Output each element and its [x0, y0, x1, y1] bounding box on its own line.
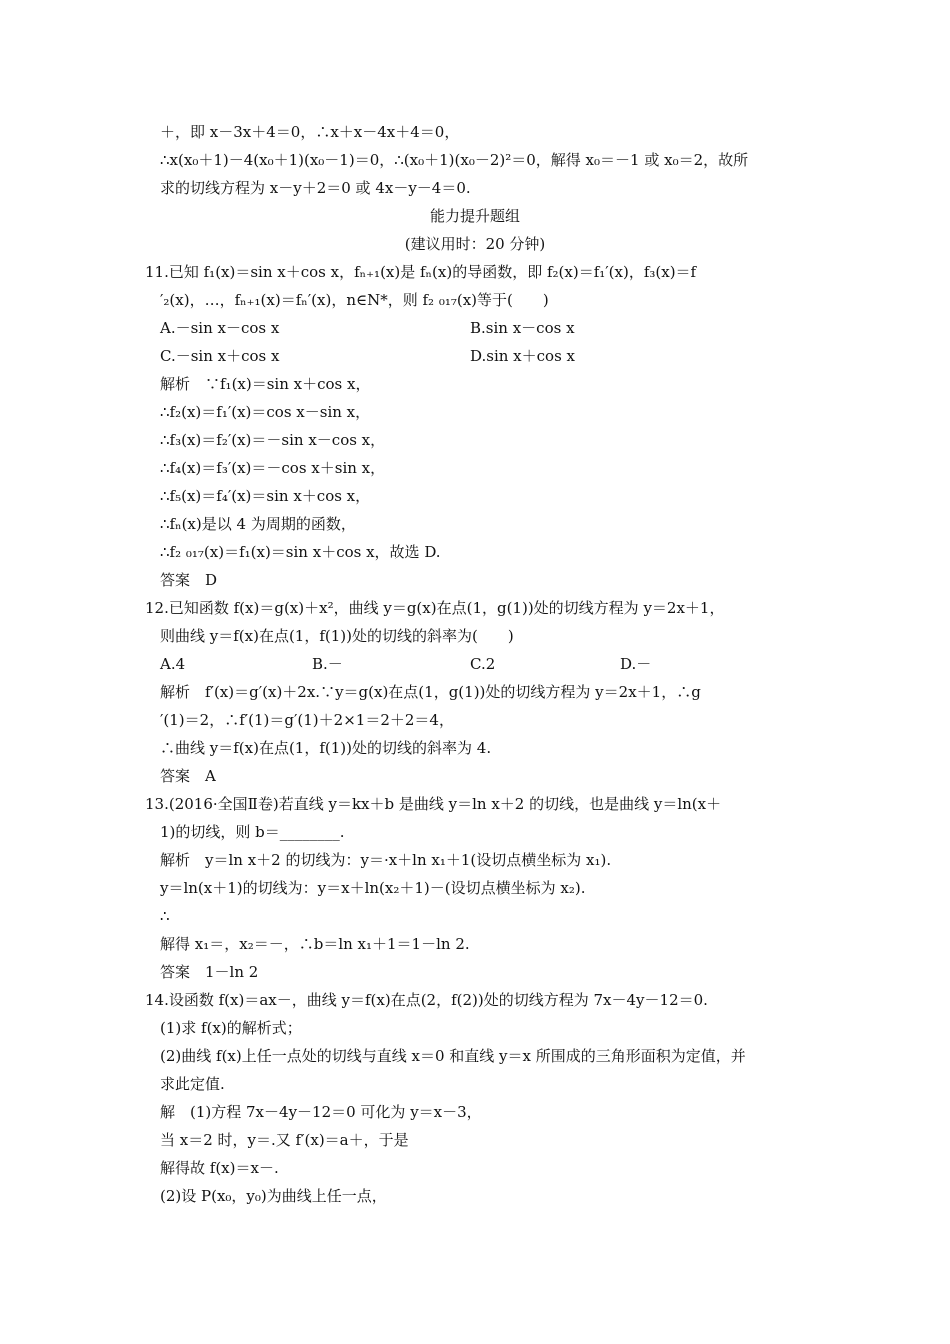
text-line: 则曲线 y＝f(x)在点(1，f(1))处的切线的斜率为( ) [160, 627, 514, 645]
text-line: ∴x(x₀＋1)－4(x₀＋1)(x₀－1)＝0，∴(x₀＋1)(x₀－2)²＝0，解得 x₀＝－1 或 x₀＝2，故所 [160, 151, 749, 169]
text-line: 当 x＝2 时，y＝.又 f′(x)＝a＋，于是 [160, 1131, 409, 1149]
question-13: 13.(2016·全国Ⅱ卷)若直线 y＝kx＋b 是曲线 y＝ln x＋2 的切线，也是曲线 y＝ln(x＋ [145, 795, 722, 813]
answer-line: 答案 A [160, 767, 216, 785]
option-a: A.－sin x－cos x [160, 319, 280, 337]
text-line: 解得 x₁＝，x₂＝－，∴b＝ln x₁＋1＝1－ln 2. [160, 935, 470, 953]
option-b: B.sin x－cos x [470, 319, 575, 337]
text-line: ′(1)＝2，∴f′(1)＝g′(1)＋2×1＝2＋2＝4， [160, 711, 454, 729]
option-b: B.－ [312, 655, 343, 673]
text-line: ∴f₄(x)＝f₃′(x)＝－cos x＋sin x， [160, 459, 386, 477]
text-line: 解得故 f(x)＝x－. [160, 1159, 279, 1177]
text-line: y＝ln(x＋1)的切线为：y＝x＋ln(x₂＋1)－(设切点横坐标为 x₂). [160, 879, 586, 897]
text-line: ′₂(x)，…，fₙ₊₁(x)＝fₙ′(x)，n∈N*，则 f₂ ₀₁₇(x)等于( ) [160, 291, 549, 309]
text-line: 解析 y＝ln x＋2 的切线为：y＝·x＋ln x₁＋1(设切点横坐标为 x₁). [160, 851, 612, 869]
text-line: ∴f₅(x)＝f₄′(x)＝sin x＋cos x， [160, 487, 371, 505]
option-c: C.2 [470, 655, 496, 673]
text-line: (2)设 P(x₀，y₀)为曲线上任一点， [160, 1187, 387, 1205]
text-line: 求的切线方程为 x－y＋2＝0 或 4x－y－4＝0. [160, 179, 471, 197]
text-line: 解 (1)方程 7x－4y－12＝0 可化为 y＝x－3， [160, 1103, 482, 1121]
text-line: ∴f₃(x)＝f₂′(x)＝－sin x－cos x， [160, 431, 386, 449]
text-line: (2)曲线 f(x)上任一点处的切线与直线 x＝0 和直线 y＝x 所围成的三角形面积为定值，并 [160, 1047, 746, 1065]
question-11: 11.已知 f₁(x)＝sin x＋cos x，fₙ₊₁(x)是 fₙ(x)的导函数，即 f₂(x)＝f₁′(x)，f₃(x)＝f [145, 263, 697, 281]
option-c: C.－sin x＋cos x [160, 347, 280, 365]
question-14: 14.设函数 f(x)＝ax－，曲线 y＝f(x)在点(2，f(2))处的切线方程为 7x－4y－12＝0. [145, 991, 708, 1009]
option-d: D.sin x＋cos x [470, 347, 576, 365]
text-line: 解析 ∵f₁(x)＝sin x＋cos x， [160, 375, 371, 393]
text-line: ∴fₙ(x)是以 4 为周期的函数， [160, 515, 356, 533]
answer-line: 答案 D [160, 571, 218, 589]
text-line: 求此定值. [160, 1075, 225, 1093]
text-line: 解析 f′(x)＝g′(x)＋2x.∵y＝g(x)在点(1，g(1))处的切线方程为 y＝2x＋1，∴g [160, 683, 701, 701]
text-line: (1)求 f(x)的解析式； [160, 1019, 302, 1037]
text-line: ∴f₂ ₀₁₇(x)＝f₁(x)＝sin x＋cos x，故选 D. [160, 543, 441, 561]
answer-line: 答案 1－ln 2 [160, 963, 259, 981]
question-12: 12.已知函数 f(x)＝g(x)＋x²，曲线 y＝g(x)在点(1，g(1))处的切线方程为 y＝2x＋1， [145, 599, 725, 617]
section-subtitle: (建议用时：20 分钟) [404, 235, 546, 253]
section-title: 能力提升题组 [429, 207, 520, 225]
text-line: ∴曲线 y＝f(x)在点(1，f(1))处的切线的斜率为 4. [160, 739, 492, 757]
option-a: A.4 [160, 655, 186, 673]
text-line: ∴ [160, 907, 170, 925]
text-line: ＋，即 x－3x＋4＝0，∴x＋x－4x＋4＝0， [160, 123, 460, 141]
text-line: 1)的切线，则 b＝________. [160, 823, 345, 841]
text-line: ∴f₂(x)＝f₁′(x)＝cos x－sin x， [160, 403, 371, 421]
option-d: D.－ [620, 655, 652, 673]
